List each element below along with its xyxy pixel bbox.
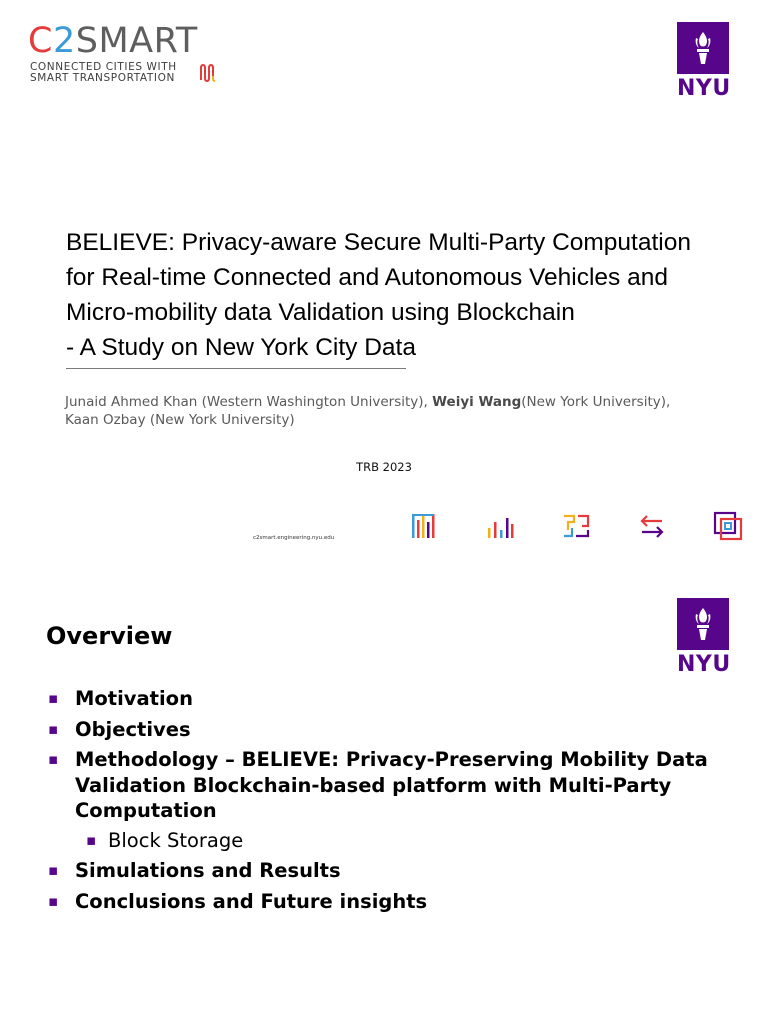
arrows-exchange-icon bbox=[636, 510, 668, 542]
list-item: ▪ Simulations and Results bbox=[48, 859, 341, 882]
c2smart-logo bbox=[28, 22, 228, 88]
nyu-logo: NYU bbox=[677, 598, 729, 677]
website-url[interactable]: c2smart.engineering.nyu.edu bbox=[253, 535, 335, 541]
list-subitem: ▪ Block Storage bbox=[86, 828, 244, 852]
torch-icon bbox=[677, 22, 729, 74]
presentation-title: BELIEVE: Privacy-aware Secure Multi-Party Computation for Real-time Connected and Autonomous Vehicles and Micro-mobility data Validation using Blockchain - A Study on New York City Data bbox=[66, 229, 691, 361]
torch-icon bbox=[677, 598, 729, 650]
list-item: ▪ Conclusions and Future insights bbox=[48, 889, 428, 913]
c2smart-wordmark: C2SMART bbox=[28, 21, 198, 61]
c2smart-tagline: CONNECTED CITIES WITH SMART TRANSPORTATION bbox=[30, 61, 177, 84]
nested-squares-icon bbox=[712, 510, 744, 542]
overview-title: Overview bbox=[46, 622, 173, 650]
list-item: ▪ Motivation bbox=[48, 687, 193, 710]
conference-label: TRB 2023 bbox=[356, 460, 412, 474]
bullet-icon: ▪ bbox=[86, 830, 97, 849]
list-item: ▪ Methodology – BELIEVE: Privacy-Preserving Mobility Data Validation Blockchain-based platform with Multi-Party Computation bbox=[48, 748, 708, 822]
title-divider bbox=[66, 368, 406, 369]
author-list: Junaid Ahmed Khan (Western Washington University), Weiyi Wang(New York University), Kaan Ozbay (New York University) bbox=[65, 394, 671, 428]
squiggle-icon bbox=[199, 62, 217, 84]
nyu-logo: NYU bbox=[677, 22, 729, 101]
bullet-icon: ▪ bbox=[48, 719, 59, 738]
bullet-icon: ▪ bbox=[48, 891, 59, 910]
overview-list bbox=[46, 686, 726, 919]
bar-chart-icon bbox=[484, 510, 516, 542]
bullet-icon: ▪ bbox=[48, 861, 59, 879]
bullet-icon: ▪ bbox=[48, 689, 59, 707]
city-bars-icon bbox=[408, 510, 440, 542]
bullet-icon: ▪ bbox=[48, 750, 59, 768]
circuit-icon bbox=[560, 510, 592, 542]
footer-icon-row bbox=[408, 510, 748, 544]
list-item: ▪ Objectives bbox=[48, 717, 191, 741]
